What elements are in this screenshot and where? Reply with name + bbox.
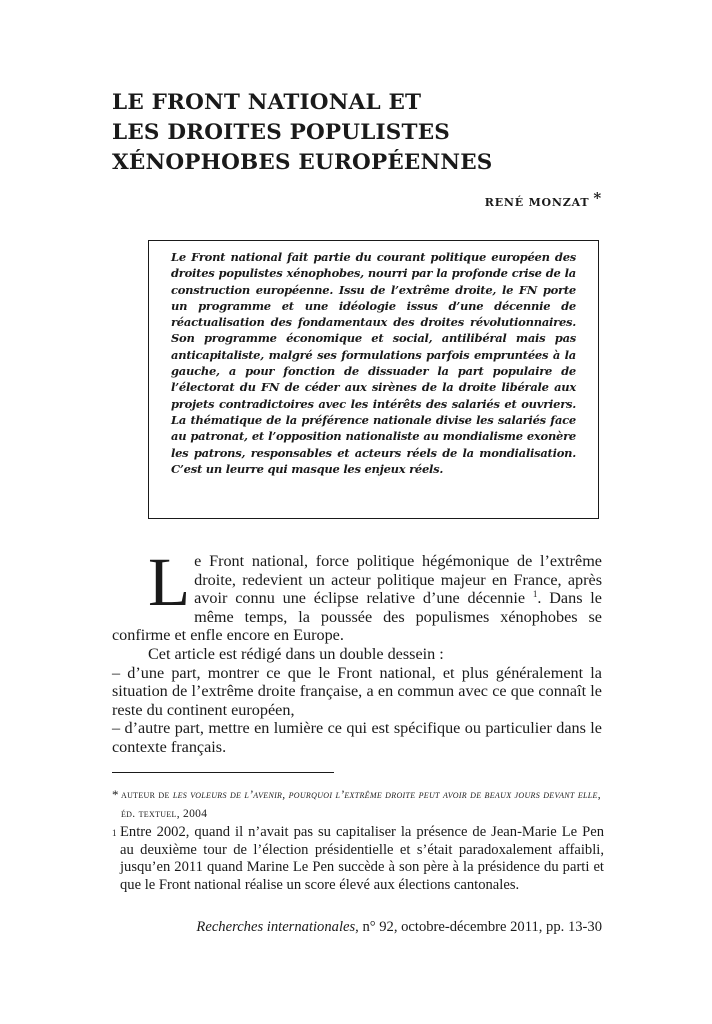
list-item: – d’une part, montrer ce que le Front national, et plus généralement la situation de l’extrême droite française, a en commun avec ce que connaît le reste du continent européen, <box>112 663 602 719</box>
author-byline <box>484 189 602 210</box>
footnote-ref[interactable]: 1 <box>532 589 538 600</box>
author-footnote <box>112 786 604 824</box>
footnote-mark: * <box>112 787 119 802</box>
author-name: RENÉ MONZAT <box>484 196 590 209</box>
journal-citation <box>196 919 602 936</box>
footnote-text: , éd. textuel, 2004 <box>121 789 601 820</box>
list-item: – d’autre part, mettre en lumière ce qui est spécifique ou particulier dans le contexte français. <box>112 719 602 756</box>
journal-details: , n° 92, octobre-décembre 2011, pp. 13-30 <box>355 919 602 935</box>
journal-name: Recherches internationales <box>196 919 356 935</box>
footnote-text: auteur de <box>121 789 173 801</box>
article-title <box>112 88 612 178</box>
body-paragraph: Cet article est rédigé dans un double dessein : <box>148 644 444 663</box>
paragraph-text: . Dans le même temps, la poussée des populismes xénophobes se confirme et enfle encore en Europe. <box>112 589 602 645</box>
abstract-box <box>148 240 599 519</box>
article-body <box>112 544 602 757</box>
footnote-divider <box>112 772 334 773</box>
body-paragraph <box>112 544 602 645</box>
abstract-text: Le Front national fait partie du courant politique européen des droites populistes xénophobes, nourri par la profonde crise de la construction européenne. Issu de l’extrême droite, le FN porte un programme et une idéologie issus d’une décennie de réactualisation des fondamentaux des droites révolutionnaires. Son programme économique et social, antilibéral mais pas anticapitaliste, malgré ses formulations parfois empruntées à la gauche, a pour fonction de dissuader la part populaire de l’électorat du FN de céder aux sirènes de la droite libérale aux projets contradictoires avec les intérêts des salariés et ouvriers. La thématique de la préférence nationale divise les salariés face au patronat, et l’opposition nationaliste au mondialisme exonère les patrons, responsables et acteurs réels de la mondialisation. C’est un leurre qui masque les enjeux réels. <box>171 250 576 476</box>
footnote-number: 1 <box>112 828 117 838</box>
paragraph-text: e Front national, force politique hégémonique de l’extrême droite, redevient un acteur politique majeur en France, après avoir connu une éclipse relative d’une décennie <box>194 552 602 608</box>
author-footnote-mark[interactable]: * <box>593 189 602 207</box>
footnote-1 <box>112 824 604 894</box>
title-line: XÉNOPHOBES EUROPÉENNES <box>112 150 493 175</box>
title-line: LE FRONT NATIONAL ET <box>112 90 422 115</box>
book-title: les voleurs de l’avenir, pourquoi l’extrême droite peut avoir de beaux jours devant elle <box>172 789 598 801</box>
footnote-text: Entre 2002, quand il n’avait pas su capitaliser la présence de Jean-Marie Le Pen au deuxième tour de l’élection présidentielle et s’était paradoxalement affaibli, jusqu’en 2011 quand Marine Le Pen succède à son père à la présidence du parti et que le Front national réalise un score élevé aux élections cantonales. <box>120 824 604 893</box>
drop-cap: L <box>148 544 191 620</box>
title-line: LES DROITES POPULISTES <box>112 120 451 145</box>
